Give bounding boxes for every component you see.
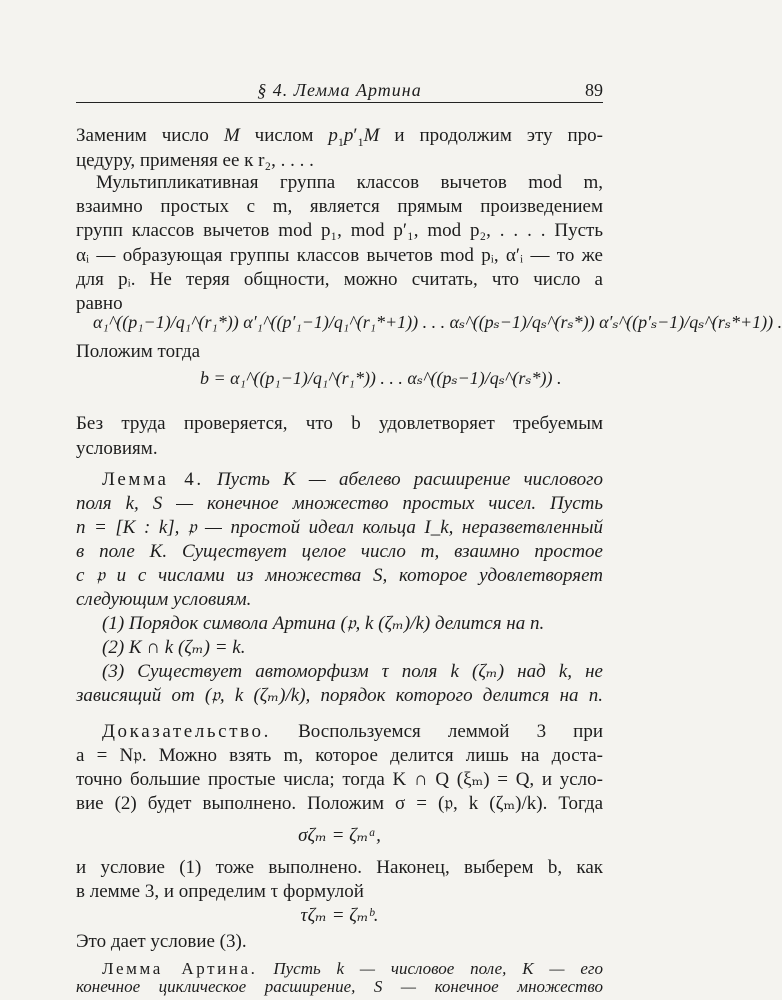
proof-label: Доказательство.: [102, 721, 271, 742]
paragraph-4-line-1: Без труда проверяется, что b удовлетворяет требуемым: [76, 413, 603, 434]
artin-lemma-line-1: Лемма Артина. Пусть k — числовое поле, K — его: [102, 959, 603, 978]
section-title: § 4. Лемма Артина: [257, 80, 422, 100]
condition-3-line-2: зависящий от (𝔭, k (ζₘ)/k), порядок которого делится на n.: [76, 685, 603, 706]
lemma-4-line-6: следующим условиям.: [76, 589, 252, 610]
paragraph-3: Положим тогда: [76, 341, 201, 362]
condition-1: (1) Порядок символа Артина (𝔭, k (ζₘ)/k) делится на n.: [102, 613, 545, 634]
lemma-4-line-2: поля k, S — конечное множество простых чисел. Пусть: [76, 493, 603, 514]
artin-lemma-line-2: конечное циклическое расширение, S — конечное множество: [76, 977, 603, 996]
paragraph-2-line-6: равно: [76, 293, 123, 314]
running-header: [76, 80, 603, 104]
paragraph-1-line-2: цедуру, применяя ее к r₂, . . . .: [76, 150, 314, 171]
paragraph-2-line-2: взаимно простых с m, является прямым произведением: [76, 196, 603, 217]
condition-2: (2) K ∩ k (ζₘ) = k.: [102, 637, 246, 658]
lemma-4-line-1: Лемма 4. Пусть K — абелево расширение числового: [102, 469, 604, 490]
paragraph-2-line-1: Мультипликативная группа классов вычетов mod m,: [96, 172, 603, 193]
lemma-4-line-4: в поле K. Существует целое число m, взаимно простое: [76, 541, 603, 562]
formula-sigma: σζₘ = ζₘᵃ,: [298, 825, 381, 846]
paragraph-6: Это дает условие (3).: [76, 931, 247, 952]
proof-line-2: a = N𝔭. Можно взять m, которое делится лишь на доста-: [76, 745, 603, 766]
proof-line-3: точно большие простые числа; тогда K ∩ Q (ξₘ) = Q, и усло-: [76, 769, 603, 790]
paragraph-2-line-4: αᵢ — образующая группы классов вычетов mod pᵢ, α′ᵢ — то же: [76, 245, 603, 266]
artin-lemma-label: Лемма Артина.: [102, 959, 258, 978]
lemma-4-line-3: n = [K : k], 𝔭 — простой идеал кольца I_k, неразветвленный: [76, 517, 603, 538]
formula-tau: τζₘ = ζₘᵇ.: [300, 905, 379, 926]
formula-a: α₁^((p₁−1)/q₁^(r₁*)) α′₁^((p′₁−1)/q₁^(r₁*+1)) . . . αₛ^((pₛ−1)/qₛ^(rₛ*)) α′ₛ^((p′ₛ−1)/qₛ^(rₛ*+1)) .: [93, 312, 782, 332]
paragraph-2-line-5: для pᵢ. Не теряя общности, можно считать, что число a: [76, 269, 603, 290]
header-rule: [76, 102, 603, 103]
lemma-4-label: Лемма 4.: [102, 469, 204, 490]
proof-line-4: вие (2) будет выполнено. Положим σ = (𝔭, k (ζₘ)/k). Тогда: [76, 793, 603, 814]
page-number: 89: [585, 80, 603, 100]
formula-b: b = α₁^((p₁−1)/q₁^(r₁*)) . . . αₛ^((pₛ−1)/qₛ^(rₛ*)) .: [200, 368, 562, 388]
condition-3-line-1: (3) Существует автоморфизм τ поля k (ζₘ) над k, не: [102, 661, 603, 682]
proof-line-1: Доказательство. Воспользуемся леммой 3 при: [102, 721, 604, 742]
paragraph-1-line-1: Заменим число M числом $p_1p'_1M$ и продолжим эту про-: [76, 125, 603, 149]
paragraph-4-line-2: условиям.: [76, 438, 158, 459]
paragraph-5-line-1: и условие (1) тоже выполнено. Наконец, выберем b, как: [76, 857, 603, 878]
lemma-4-line-5: с 𝔭 и с числами из множества S, которое удовлетворяет: [76, 565, 603, 586]
paragraph-2-line-3: групп классов вычетов mod p₁, mod p′₁, mod p₂, . . . . Пусть: [76, 220, 603, 241]
paragraph-5-line-2: в лемме 3, и определим τ формулой: [76, 881, 364, 902]
